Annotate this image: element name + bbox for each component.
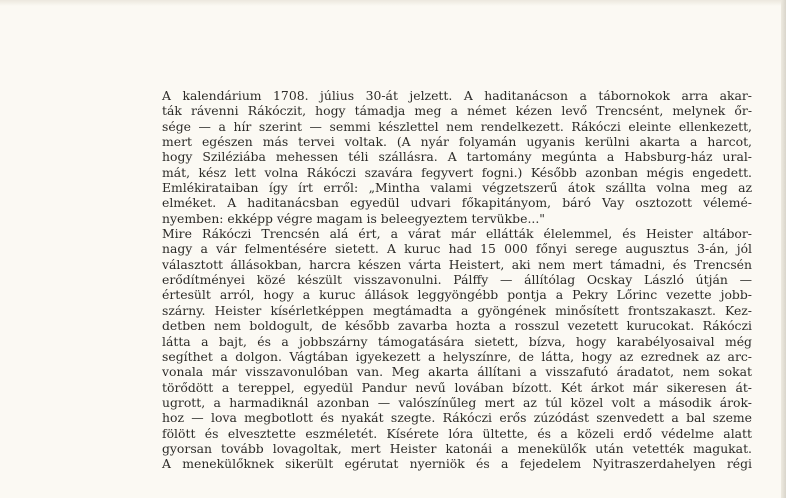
text-line: törődött a tereppel, egyedül Pandur nevű lovában bízott. Két árkot már sikeresen át-	[162, 379, 752, 395]
text-line: nagy a vár felmentésére sietett. A kuruc had 15 000 főnyi serege augusztus 3-án, jól	[162, 241, 752, 257]
text-line: A kalendárium 1708. július 30-át jelzett. A haditanácson a tábornokok arra akar-	[162, 88, 752, 103]
text-line: vonala már visszavonulóban van. Meg akarta állítani a visszafutó áradatot, nem sokat	[162, 364, 752, 380]
text-line: detben nem boldogult, de később zavarba hozta a rosszul vezetett kurucokat. Rákóczi	[162, 318, 752, 334]
text-line: hogy Sziléziába mehessen téli szállásra. A tartomány megúnta a Habsburg-ház ural-	[162, 149, 752, 165]
text-line: szárny. Heister kísérletképpen megtámadta a gyöngének minősített frontszakaszt. Kez-	[162, 302, 752, 318]
text-line: értesült arról, hogy a kuruc állások leggyöngébb pontja a Pekry Lőrinc vezette jobb-	[162, 287, 752, 303]
text-line: A menekülőknek sikerült egérutat nyerniök és a fejedelem Nyitraszerdahelyen régi	[162, 456, 752, 472]
text-line: gyorsan tovább lovagoltak, mert Heister katonái a menekülők után vetették magukat.	[162, 440, 752, 456]
text-line: választott állásokban, harcra készen várta Heistert, aki nem mert támadni, és Trencsén	[162, 256, 752, 272]
text-line: hoz — lova megbotlott és nyakát szegte. Rákóczi erős zúzódást szenvedett a bal szeme	[162, 410, 752, 426]
text-line: ták rávenni Rákóczit, hogy támadja meg a német kézen levő Trencsént, melynek őr-	[162, 103, 752, 119]
text-line: erődítményei közé készült visszavonulni. Pálffy — állítólag Ocskay László útján —	[162, 272, 752, 288]
text-line: elméket. A haditanácsban egyedül udvari főkapitányom, báró Vay osztozott vélemé-	[162, 195, 752, 211]
text-line: fölött és elvesztette eszméletét. Kísérete lóra ültette, és a közeli erdő védelme alatt	[162, 425, 752, 441]
text-line: ugrott, a harmadiknál azonban — valószínűleg mert az túl közel volt a második árok-	[162, 394, 752, 410]
text-line: segíthet a dolgon. Vágtában igyekezett a helyszínre, de látta, hogy az ezrednek az arc-	[162, 348, 752, 364]
text-line: Mire Rákóczi Trencsén alá ért, a várat már ellátták élelemmel, és Heister altábor-	[162, 226, 752, 242]
paragraph-2	[124, 226, 752, 472]
body-text	[124, 88, 752, 472]
page-right-edge	[781, 0, 786, 498]
text-line: mát, kész lett volna Rákóczi szavára fegyvert fogni.) Később azonban mégis engedett.	[162, 164, 752, 180]
text-line: látta a bajt, és a jobbszárny támogatására sietett, bízva, hogy karabélyosaival még	[162, 333, 752, 349]
page-top-edge	[0, 0, 786, 6]
paragraph-1	[124, 88, 752, 226]
text-line: mert egészen más tervei voltak. (A nyár folyamán ugyanis kerülni akarta a harcot,	[162, 134, 752, 150]
text-line: sége — a hír szerint — semmi készlettel nem rendelkezett. Rákóczi eleinte ellenkezett,	[162, 118, 752, 134]
text-line: Emlékirataiban így írt erről: „Mintha valami végzetszerű átok szállta volna meg az	[162, 180, 752, 196]
text-line: nyemben: ekképp végre magam is beleegyeztem tervükbe..."	[162, 210, 545, 226]
